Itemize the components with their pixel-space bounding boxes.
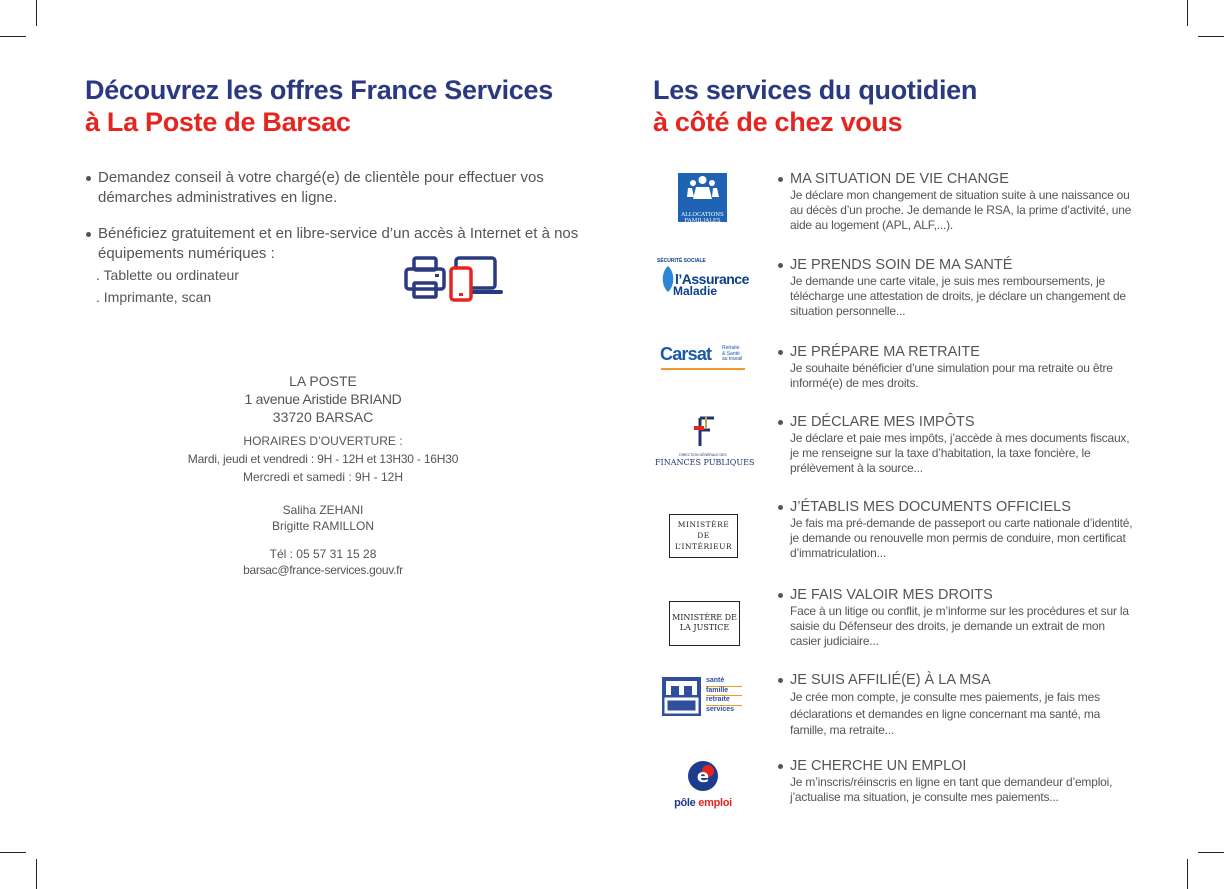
service-item (778, 498, 1138, 561)
ministere-interieur-logo-text: L’INTÉRIEUR (674, 542, 733, 551)
list-item (86, 224, 586, 264)
ministere-interieur-logo-text: MINISTÈRE (677, 520, 730, 529)
svg-text:e: e (696, 766, 710, 787)
phone-number: Tél : 05 57 31 15 28 (269, 547, 377, 561)
assurance-maladie-logo (655, 258, 751, 300)
hours-weekend: Mercredi et samedi : 9H - 12H (242, 470, 404, 484)
caf-logo-text: ALLOCATIONS (681, 212, 724, 218)
pole-emploi-logo-text: emploi (698, 797, 732, 809)
ministere-justice-logo-text: MINISTÈRE DE (672, 613, 737, 622)
service-title: JE FAIS VALOIR MES DROITS (778, 586, 1138, 604)
left-title-line1: Découvrez les offres France Services (85, 75, 553, 105)
service-description: Face à un litige ou conflit, je m’informe sur les procédures et sur la saisie du Défenseur des droits, je demande un extrait de mon casier judiciaire... (790, 604, 1129, 648)
printer-tablet-laptop-icon (404, 256, 504, 302)
crop-mark (1198, 852, 1224, 853)
service-item (778, 757, 1138, 805)
sub-item-printer: . Imprimante, scan (96, 289, 212, 305)
address-street: 1 avenue Aristide BRIAND (244, 391, 402, 407)
left-title-line2: à La Poste de Barsac (85, 107, 351, 137)
service-title: JE SUIS AFFILIÉ(E) À LA MSA (778, 671, 1138, 689)
service-title: JE PRENDS SOIN DE MA SANTÉ (778, 256, 1138, 274)
carsat-logo-text: Carsat (660, 344, 712, 364)
crop-mark (0, 36, 26, 37)
crop-mark (1187, 859, 1188, 889)
hours-weekdays: Mardi, jeudi et vendredi : 9H - 12H et 13H30 - 16H30 (187, 452, 459, 466)
list-item: Demandez conseil à votre chargé(e) de clientèle pour effectuer vos démarches administratives en ligne. (86, 168, 586, 208)
address-city: 33720 BARSAC (272, 409, 374, 425)
service-item (778, 413, 1138, 476)
service-item (778, 586, 1138, 649)
crop-mark (1198, 36, 1224, 37)
service-item (778, 671, 1138, 739)
service-description: Je crée mon compte, je consulte mes paiements, je fais mes déclarations et demandes en ligne concernant ma santé, ma famille, ma retraite... (790, 690, 1101, 737)
service-title: JE CHERCHE UN EMPLOI (778, 757, 1138, 775)
assurance-maladie-logo-text: SÉCURITÉ SOCIALE (657, 258, 706, 264)
office-name: LA POSTE (289, 373, 357, 389)
service-description: Je souhaite bénéficier d’une simulation pour ma retraite ou être informé(e) de mes droits. (790, 361, 1113, 390)
msa-logo-text: retraite (706, 696, 742, 706)
ministere-justice-logo-text: LA JUSTICE (679, 623, 730, 632)
hours-label: HORAIRES D’OUVERTURE : (243, 434, 403, 448)
service-title: J’ÉTABLIS MES DOCUMENTS OFFICIELS (778, 498, 1138, 516)
list-item-text: Bénéficiez gratuitement et en libre-service d’un accès à Internet et à nos équipements numériques : (98, 225, 579, 262)
msa-logo-text: services (706, 705, 735, 713)
service-description: Je m’inscris/réinscris en ligne en tant que demandeur d’emploi, j’actualise ma situation, je consulte mes paiements... (790, 775, 1113, 804)
caf-logo-text: FAMILIALES (684, 218, 721, 224)
service-description: Je fais ma pré-demande de passeport ou carte nationale d’identité, je demande ou renouvelle mon permis de conduire, mon certificat d’immatriculation... (790, 516, 1133, 560)
pole-emploi-logo-wordmark (672, 797, 734, 809)
assurance-maladie-logo-text: l’Assurance (675, 271, 749, 287)
finances-publiques-logo-text: DIRECTION GÉNÉRALE DES (679, 453, 727, 457)
service-item (778, 256, 1138, 319)
email-address: barsac@france-services.gouv.fr (243, 563, 403, 577)
crop-mark (36, 859, 37, 889)
msa-logo (662, 677, 746, 716)
pole-emploi-logo (672, 760, 734, 808)
right-title-line1: Les services du quotidien (653, 75, 978, 105)
crop-mark (0, 852, 26, 853)
finances-publiques-logo-text: FINANCES PUBLIQUES (655, 458, 755, 467)
offer-list (86, 168, 586, 308)
right-title-line2: à côté de chez vous (653, 107, 903, 137)
sub-item-tablet: . Tablette ou ordinateur (96, 267, 239, 283)
staff-name: Brigitte RAMILLON (271, 519, 375, 533)
msa-logo-text: famille (706, 687, 742, 697)
msa-logo-text: santé (706, 677, 742, 687)
service-description: Je déclare et paie mes impôts, j’accède à mes documents fiscaux, je me renseigne sur la taxe d’habitation, la taxe foncière, le prélèvement à la source... (790, 431, 1130, 475)
crop-mark (1187, 0, 1188, 26)
carsat-logo-subtext (722, 346, 742, 363)
service-item (778, 170, 1138, 233)
carsat-logo-text: & Santé (722, 350, 740, 357)
finances-publiques-logo (655, 414, 755, 467)
service-title: JE PRÉPARE MA RETRAITE (778, 343, 1138, 361)
carsat-logo-text: au travail (722, 356, 743, 362)
assurance-maladie-logo-text: Maladie (673, 284, 718, 298)
carsat-logo-text: Retraite (722, 345, 740, 351)
staff-name: Saliha ZEHANI (282, 503, 364, 517)
msa-logo-labels (706, 677, 742, 714)
carsat-logo-underline (661, 368, 745, 370)
pole-emploi-logo-text: pôle (674, 797, 696, 809)
carsat-logo (660, 342, 746, 372)
service-item (778, 343, 1138, 391)
service-description: Je déclare mon changement de situation suite à une naissance ou au décès d’un proche. Je demande le RSA, la prime d’activité, une aide au logement (APL, ALF,...). (790, 188, 1132, 232)
service-description: Je demande une carte vitale, je suis mes remboursements, je télécharge une attestation de droits, je déclare un changement de situation personnelle... (790, 274, 1126, 318)
contact-block (160, 372, 486, 578)
ministere-interieur-logo (669, 514, 738, 558)
service-title: JE DÉCLARE MES IMPÔTS (778, 413, 1138, 431)
ministere-interieur-logo-text: DE (697, 531, 710, 540)
service-title: MA SITUATION DE VIE CHANGE (778, 170, 1138, 188)
crop-mark (36, 0, 37, 26)
caf-logo (678, 173, 727, 222)
ministere-justice-logo (669, 601, 740, 646)
